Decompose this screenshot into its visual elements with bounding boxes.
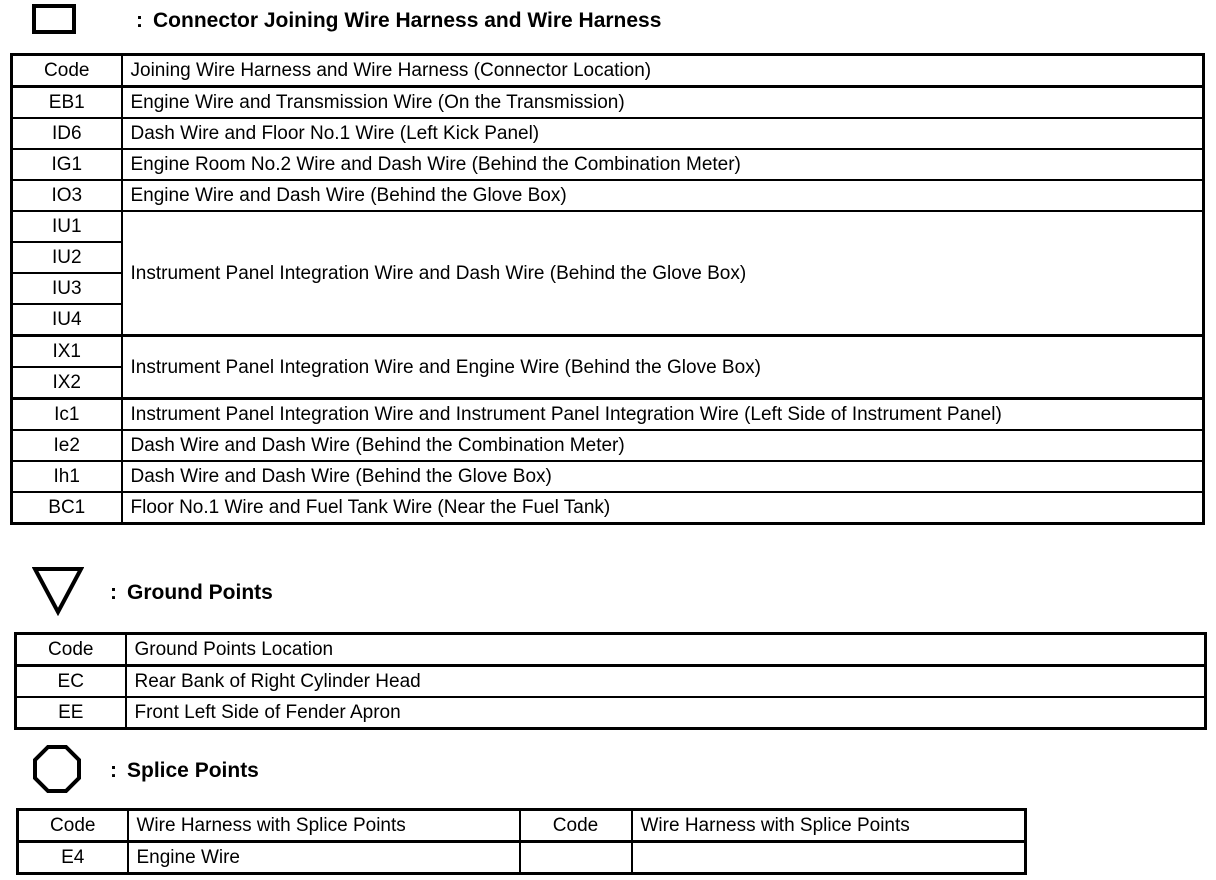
table-row <box>12 399 1204 431</box>
connector-location: Floor No.1 Wire and Fuel Tank Wire (Near the Fuel Tank) <box>122 492 1204 524</box>
table-row <box>12 492 1204 524</box>
code-header: Code <box>18 810 128 842</box>
connector-code: IU2 <box>12 242 122 273</box>
connector-code: BC1 <box>12 492 122 524</box>
connector-location: Engine Wire and Transmission Wire (On the Transmission) <box>122 87 1204 119</box>
table-row <box>12 118 1204 149</box>
section-title: Ground Points <box>127 581 273 604</box>
connector-location: Instrument Panel Integration Wire and Instrument Panel Integration Wire (Left Side of Instrument Panel) <box>122 399 1204 431</box>
table-row <box>12 87 1204 119</box>
octagon-symbol-icon <box>32 744 82 799</box>
section-colon: : <box>136 9 143 32</box>
connector-code: IO3 <box>12 180 122 211</box>
connector-location: Instrument Panel Integration Wire and Dash Wire (Behind the Glove Box) <box>122 211 1204 336</box>
code-header: Code <box>12 55 122 87</box>
connector-table <box>10 53 1205 525</box>
location-header: Joining Wire Harness and Wire Harness (Connector Location) <box>122 55 1204 87</box>
location-header: Ground Points Location <box>126 634 1206 666</box>
connector-code: Ie2 <box>12 430 122 461</box>
section-title: Splice Points <box>127 759 259 782</box>
splice-section-header <box>32 746 259 796</box>
connector-code: IG1 <box>12 149 122 180</box>
connector-code: ID6 <box>12 118 122 149</box>
table-row <box>12 461 1204 492</box>
connector-code: EB1 <box>12 87 122 119</box>
section-colon: : <box>110 581 117 604</box>
table-row <box>12 211 1204 242</box>
table-row <box>18 842 1026 874</box>
splice-harness: Engine Wire <box>128 842 520 874</box>
table-header-row <box>18 810 1026 842</box>
connector-code: IU1 <box>12 211 122 242</box>
code-header: Code <box>520 810 632 842</box>
connector-code: Ih1 <box>12 461 122 492</box>
splice-code <box>520 842 632 874</box>
table-row <box>12 149 1204 180</box>
connector-location: Dash Wire and Dash Wire (Behind the Glove Box) <box>122 461 1204 492</box>
splice-harness <box>632 842 1026 874</box>
harness-header: Wire Harness with Splice Points <box>632 810 1026 842</box>
connector-code: IU3 <box>12 273 122 304</box>
splice-table <box>16 808 1027 875</box>
splice-code: E4 <box>18 842 128 874</box>
connector-location: Dash Wire and Floor No.1 Wire (Left Kick Panel) <box>122 118 1204 149</box>
section-colon: : <box>110 759 117 782</box>
connector-code: Ic1 <box>12 399 122 431</box>
table-row <box>16 697 1206 729</box>
ground-code: EC <box>16 666 126 698</box>
ground-location: Front Left Side of Fender Apron <box>126 697 1206 729</box>
table-row <box>12 180 1204 211</box>
harness-header: Wire Harness with Splice Points <box>128 810 520 842</box>
connector-location: Engine Wire and Dash Wire (Behind the Glove Box) <box>122 180 1204 211</box>
ground-code: EE <box>16 697 126 729</box>
ground-section-header <box>32 568 273 618</box>
connector-section-header <box>32 6 661 36</box>
table-row <box>16 666 1206 698</box>
ground-location: Rear Bank of Right Cylinder Head <box>126 666 1206 698</box>
connector-location: Instrument Panel Integration Wire and Engine Wire (Behind the Glove Box) <box>122 336 1204 399</box>
connector-code: IX2 <box>12 367 122 399</box>
square-symbol-icon <box>32 4 76 39</box>
ground-table <box>14 632 1207 730</box>
connector-location: Dash Wire and Dash Wire (Behind the Combination Meter) <box>122 430 1204 461</box>
table-header-row <box>12 55 1204 87</box>
table-row <box>12 430 1204 461</box>
connector-location: Engine Room No.2 Wire and Dash Wire (Behind the Combination Meter) <box>122 149 1204 180</box>
connector-code: IX1 <box>12 336 122 368</box>
table-row <box>12 336 1204 368</box>
connector-code: IU4 <box>12 304 122 336</box>
code-header: Code <box>16 634 126 666</box>
triangle-symbol-icon <box>32 566 84 621</box>
table-header-row <box>16 634 1206 666</box>
section-title: Connector Joining Wire Harness and Wire Harness <box>153 9 662 32</box>
